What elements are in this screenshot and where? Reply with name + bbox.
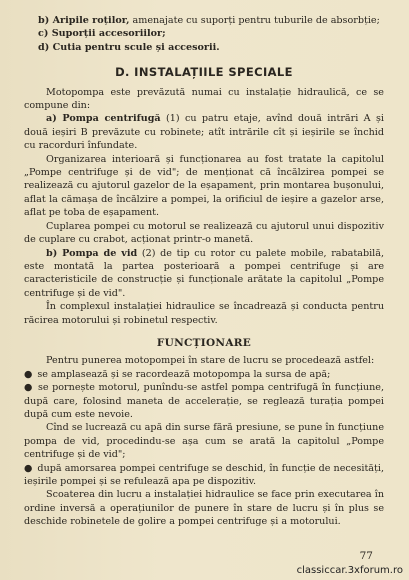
- paragraph-organization: Organizarea interioară și funcționarea au fost tratate la capitolul „Pompe centrifuge și de vid"; de menționat că încălzirea pompei se realizează cu ajutorul gazelor de la eșapament, prin montarea bușonului, aflat la cămașa de încălzire a pompei, la orificiul de ieșire a gazelor arse, aflat pe toba de eșapament.: [24, 153, 384, 219]
- item-b: [24, 14, 384, 27]
- paragraph-start: Pentru punerea motopompei în stare de lucru se procedează astfel:: [46, 355, 375, 367]
- page-body: [24, 14, 384, 529]
- subsection-title: FUNCȚIONARE: [156, 336, 252, 349]
- bullet-item-2: ● se pornește motorul, punîndu-se astfel pompa centrifugă în funcțiune, după care, folosind maneta de accelerație, se reglează turația pompei după cum este nevoie.: [24, 381, 384, 421]
- item-b-text: amenajate cu suporți pentru tuburile de absorbție;: [129, 15, 380, 26]
- vacuum-pump-text: (2) de tip cu rotor cu palete mobile, rabatabilă, este montată la partea posterioară a pompei centrifuge și are caracteristicile de construcție și funcționale arătate la capitolul „Pompe centrifuge și de vid".: [24, 247, 384, 299]
- item-d: [24, 41, 384, 54]
- item-c-text: c) Suporții accesoriilor;: [38, 28, 166, 40]
- watermark-text: classiccar.3xforum.ro: [296, 565, 403, 576]
- bullet-item-1: ● se amplasează și se racordează motopompa la sursa de apă;: [24, 368, 384, 381]
- paragraph-shutdown: Scoaterea din lucru a instalației hidraulice se face prin executarea în ordine inversă a operațiunilor de punere în stare de lucru și în plus se deschide robinetele de golire a pompei centrifuge și a motorului.: [24, 489, 384, 528]
- pump-centrifugal-text: (1) cu patru etaje, avînd două intrări A și două ieșiri B prevăzute cu robinete; atît intrările cît și ieșirile se închid cu racorduri înfundate.: [24, 113, 384, 152]
- item-c: [24, 27, 384, 40]
- paragraph-no-pressure: Cînd se lucrează cu apă din surse fără presiune, se pune în funcțiune pompa de vid, procedindu-se așa cum se arată la capitolul „Pompe centrifuge și de vid";: [24, 422, 384, 461]
- paragraph-vacuum-pump: [24, 247, 384, 301]
- item-d-text: d) Cutia pentru scule și accesorii.: [38, 41, 220, 53]
- page-number: 77: [359, 550, 373, 562]
- vacuum-pump-label: b) Pompa de vid: [46, 247, 138, 259]
- item-b-label: b) Aripile roților,: [38, 15, 130, 26]
- paragraph-coupling: Cuplarea pompei cu motorul se realizează cu ajutorul unui dispozitiv de cuplare cu crabot, acționat printr-o manetă.: [24, 220, 384, 246]
- paragraph-pump-centrifugal: [24, 112, 384, 152]
- section-title: D. INSTALAȚIILE SPECIALE: [115, 65, 293, 80]
- paragraph-cooling: În complexul instalației hidraulice se încadrează și conducta pentru răcirea motorului și robinetul respectiv.: [24, 301, 384, 326]
- paragraph-intro: Motopompa este prevăzută numai cu instalație hidraulică, ce se compune din:: [24, 86, 384, 112]
- pump-centrifugal-label: a) Pompa centrifugă: [46, 113, 161, 125]
- bullet-item-3: ● după amorsarea pompei centrifuge se deschid, în funcție de necesități, ieșirile pompei și se refulează apa pe dispozitiv.: [24, 462, 384, 489]
